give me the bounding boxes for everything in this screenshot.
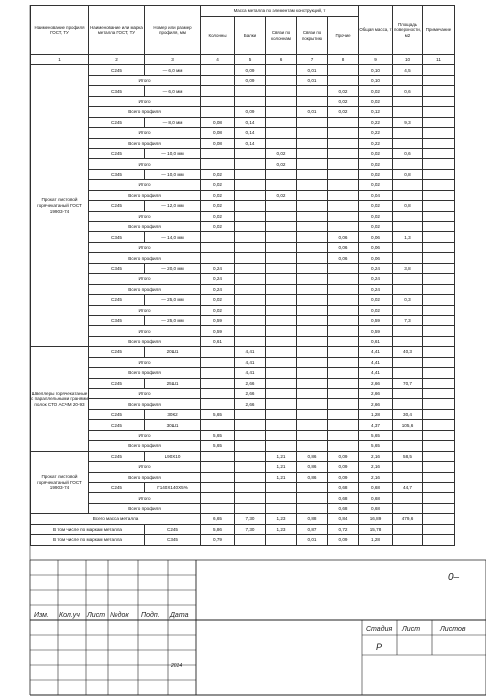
mass-cell: 0,02 <box>201 211 235 221</box>
mass-cell: 3,8 <box>393 263 423 273</box>
stamp-list2: Лист <box>402 626 421 633</box>
mass-cell: 0,02 <box>359 86 393 96</box>
subtotal-label: Итого <box>89 128 201 138</box>
stamp-kol-uch: Кол.уч <box>59 612 80 619</box>
stamp-n-dok: №док <box>110 612 129 619</box>
mass-cell: 2,16 <box>359 462 393 472</box>
total-label: Всего масса металла <box>31 514 201 524</box>
mass-cell: 4,41 <box>359 347 393 357</box>
header-area: Площадь поверхности, м2 <box>393 6 423 55</box>
stamp-year: 2014 <box>171 663 183 669</box>
stamp-stage-value: Р <box>376 642 383 652</box>
mass-cell: 0,22 <box>359 117 393 127</box>
header-size: Номер или размер профиля, мм <box>145 6 201 55</box>
mass-cell: 2,16 <box>359 451 393 461</box>
mass-cell: 2,16 <box>359 472 393 482</box>
subtotal-label: Итого <box>89 242 201 252</box>
mass-cell: 5,65 <box>201 441 235 451</box>
mass-cell: 0,68 <box>359 503 393 513</box>
profile-total-label: Всего профиля <box>89 107 201 117</box>
mass-cell: 0,14 <box>235 138 266 148</box>
mass-cell: 0,09 <box>328 472 359 482</box>
profile-total-label: Всего профиля <box>89 222 201 232</box>
column-number: 10 <box>393 55 423 65</box>
total-cell: 0,87 <box>297 524 328 534</box>
mass-cell: 0,04 <box>359 190 393 200</box>
mass-cell: 5,65 <box>359 441 393 451</box>
profile-total-label: Всего профиля <box>89 253 201 263</box>
profile-total-label: Всего профиля <box>89 138 201 148</box>
mass-cell: 0,02 <box>201 201 235 211</box>
steel-grade: С245 <box>89 451 145 461</box>
mass-cell: 0,08 <box>201 117 235 127</box>
mass-cell: 2,66 <box>235 399 266 409</box>
mass-cell: 4,37 <box>359 420 393 430</box>
mass-cell: 1,21 <box>266 451 297 461</box>
header-ties-columns: Связи по колоннам <box>266 17 297 55</box>
profile-total-label: Всего профиля <box>89 368 201 378</box>
steel-grade: С245 <box>89 378 145 388</box>
mass-cell: 0,06 <box>359 232 393 242</box>
subtotal-label: Итого <box>89 389 201 399</box>
header-ties-cover: Связи по покрытию <box>297 17 328 55</box>
mass-cell: 0,02 <box>201 190 235 200</box>
mass-cell: 2,66 <box>235 389 266 399</box>
steel-grade: С345 <box>89 86 145 96</box>
mass-cell: 0,02 <box>359 148 393 158</box>
column-number: 5 <box>235 55 266 65</box>
mass-cell: 0,02 <box>359 169 393 179</box>
mass-cell: 0,6 <box>393 86 423 96</box>
header-beams: Балки <box>235 17 266 55</box>
steel-grade: С245 <box>89 482 145 492</box>
mass-cell: 0,02 <box>328 96 359 106</box>
subtotal-label: Итого <box>89 430 201 440</box>
mass-cell: 0,24 <box>201 284 235 294</box>
steel-grade: С345 <box>89 169 145 179</box>
mass-cell: 0,02 <box>201 305 235 315</box>
mass-cell: 5,65 <box>201 409 235 419</box>
mass-cell: 0,02 <box>328 107 359 117</box>
mass-cell: 0,02 <box>359 96 393 106</box>
total-cell: 0,72 <box>328 524 359 534</box>
mass-cell: 2,66 <box>359 399 393 409</box>
steel-grade: С245 <box>89 65 145 75</box>
header-other: Прочие <box>328 17 359 55</box>
mass-cell: 0,8 <box>393 201 423 211</box>
stamp-izm: Изм. <box>34 612 49 619</box>
by-grade-label: В том числе по маркам металла <box>31 535 145 545</box>
mass-cell: 0,02 <box>328 86 359 96</box>
profile-size: Г140Х140Х5% <box>145 482 201 492</box>
profile-size: 25Ш1 <box>145 378 201 388</box>
mass-cell: 0,68 <box>328 493 359 503</box>
mass-cell: 0,09 <box>235 75 266 85</box>
subtotal-label: Итого <box>89 493 201 503</box>
mass-cell: 0,59 <box>201 315 235 325</box>
stamp-listov: Листов <box>440 626 466 633</box>
mass-cell: 1,21 <box>266 462 297 472</box>
mass-cell: 0,02 <box>201 295 235 305</box>
mass-cell: 0,02 <box>359 211 393 221</box>
mass-cell: 0,12 <box>359 107 393 117</box>
mass-cell: 0,01 <box>297 75 328 85</box>
profile-size: 30К2 <box>145 409 201 419</box>
profile-total-label: Всего профиля <box>89 336 201 346</box>
steel-grade: С245 <box>89 201 145 211</box>
mass-cell: 0,14 <box>235 128 266 138</box>
mass-cell: 0,02 <box>359 295 393 305</box>
total-cell: 0,84 <box>328 514 359 524</box>
total-grade: С345 <box>145 535 201 545</box>
steel-grade: С345 <box>89 263 145 273</box>
steel-grade: С245 <box>89 295 145 305</box>
mass-cell: 0,08 <box>201 138 235 148</box>
mass-cell: 0,68 <box>359 493 393 503</box>
mass-cell: 0,06 <box>328 232 359 242</box>
column-number: 7 <box>297 55 328 65</box>
total-cell: 7,30 <box>235 524 266 534</box>
mass-cell: 0,02 <box>266 159 297 169</box>
profile-size: — 6,0 мм <box>145 86 201 96</box>
mass-cell: 0,09 <box>328 462 359 472</box>
mass-cell: 2,66 <box>359 389 393 399</box>
mass-cell: 0,59 <box>359 315 393 325</box>
total-cell: 1,28 <box>359 535 393 545</box>
total-cell: 0,09 <box>328 535 359 545</box>
total-cell: 479,6 <box>393 514 423 524</box>
profile-size: — 10,0 мм <box>145 169 201 179</box>
mass-cell: 0,02 <box>359 222 393 232</box>
mass-cell: 0,09 <box>328 451 359 461</box>
mass-cell: 0,02 <box>266 190 297 200</box>
profile-size: — 25,0 мм <box>145 295 201 305</box>
steel-grade: С245 <box>89 347 145 357</box>
mass-cell: 5,65 <box>201 430 235 440</box>
subtotal-label: Итого <box>89 211 201 221</box>
total-cell: 0,88 <box>297 514 328 524</box>
mass-cell: 0,06 <box>328 242 359 252</box>
mass-cell: 0,10 <box>359 65 393 75</box>
total-cell: 1,23 <box>266 514 297 524</box>
column-number: 11 <box>423 55 455 65</box>
mass-cell: 4,41 <box>359 368 393 378</box>
mass-cell: 0,24 <box>359 274 393 284</box>
profile-size: — 12,0 мм <box>145 201 201 211</box>
profile-total-label: Всего профиля <box>89 190 201 200</box>
stamp-data: Дата <box>170 612 189 619</box>
mass-cell: 30,4 <box>393 409 423 419</box>
mass-cell: 0,02 <box>201 169 235 179</box>
header-mass-group: Масса металла по элементам конструкций, т <box>201 6 359 17</box>
mass-cell: 5,65 <box>359 430 393 440</box>
mass-cell: 0,02 <box>359 159 393 169</box>
mass-cell: 0,02 <box>266 148 297 158</box>
section-name: Прокат листовой горячекатаный ГОСТ 19903-74 <box>31 451 89 514</box>
mass-cell: 9,3 <box>393 117 423 127</box>
stamp-podp: Подп. <box>141 612 160 619</box>
profile-total-label: Всего профиля <box>89 503 201 513</box>
mass-cell: 0,24 <box>201 263 235 273</box>
profile-size: — 25,0 мм <box>145 315 201 325</box>
total-cell: 1,23 <box>266 524 297 534</box>
total-cell: 7,30 <box>235 514 266 524</box>
mass-cell: 0,24 <box>359 284 393 294</box>
mass-cell: 0,8 <box>393 169 423 179</box>
mass-cell: 0,06 <box>359 253 393 263</box>
subtotal-label: Итого <box>89 96 201 106</box>
header-name: Наименование профиля ГОСТ, ТУ <box>31 6 89 55</box>
mass-cell: 0,59 <box>359 326 393 336</box>
profile-size: 30Ш1 <box>145 420 201 430</box>
mass-cell: 0,14 <box>235 117 266 127</box>
mass-cell: 0,86 <box>297 451 328 461</box>
mass-cell: 1,21 <box>266 472 297 482</box>
mass-cell: 58,5 <box>393 451 423 461</box>
mass-cell: 0,09 <box>235 107 266 117</box>
steel-grade: С345 <box>89 232 145 242</box>
subtotal-label: Итого <box>89 462 201 472</box>
mass-cell: 0,24 <box>201 274 235 284</box>
mass-cell: 0,22 <box>359 128 393 138</box>
subtotal-label: Итого <box>89 75 201 85</box>
profile-size: L90X10 <box>145 451 201 461</box>
profile-size: — 8,0 мм <box>145 117 201 127</box>
mass-cell: 0,08 <box>201 128 235 138</box>
column-number: 3 <box>145 55 201 65</box>
profile-total-label: Всего профиля <box>89 399 201 409</box>
section-name: Прокат листовой горячекатаный ГОСТ 19903-74 <box>31 65 89 347</box>
total-cell: 15,78 <box>359 524 393 534</box>
header-total: Общая масса, т <box>359 6 393 55</box>
mass-cell: 0,22 <box>359 138 393 148</box>
profile-size: — 14,0 мм <box>145 232 201 242</box>
mass-cell: 0,24 <box>359 263 393 273</box>
mass-cell: 2,66 <box>235 378 266 388</box>
mass-cell: 1,3 <box>393 232 423 242</box>
column-number: 2 <box>89 55 145 65</box>
total-cell: 5,86 <box>201 524 235 534</box>
profile-size: — 6,0 мм <box>145 65 201 75</box>
mass-cell: 0,06 <box>359 242 393 252</box>
subtotal-label: Итого <box>89 326 201 336</box>
subtotal-label: Итого <box>89 180 201 190</box>
subtotal-label: Итого <box>89 305 201 315</box>
mass-cell: 0,68 <box>359 482 393 492</box>
mass-cell: 0,02 <box>359 305 393 315</box>
mass-cell: 105,6 <box>393 420 423 430</box>
mass-cell: 4,41 <box>359 357 393 367</box>
mass-cell: 0,61 <box>201 336 235 346</box>
mass-cell: 7,3 <box>393 315 423 325</box>
mass-cell: 0,6 <box>393 148 423 158</box>
mass-cell: 44,7 <box>393 482 423 492</box>
subtotal-label: Итого <box>89 357 201 367</box>
document-code: 0– <box>448 572 460 583</box>
mass-cell: 0,06 <box>328 253 359 263</box>
mass-cell: 0,10 <box>359 75 393 85</box>
total-cell: 6,65 <box>201 514 235 524</box>
mass-cell: 4,5 <box>393 65 423 75</box>
header-note: Примечание <box>423 6 455 55</box>
mass-cell: 0,01 <box>297 107 328 117</box>
column-number: 9 <box>359 55 393 65</box>
stamp-list: Лист <box>87 612 106 619</box>
subtotal-label: Итого <box>89 159 201 169</box>
mass-cell: 4,41 <box>235 357 266 367</box>
column-number: 1 <box>31 55 89 65</box>
profile-total-label: Всего профиля <box>89 284 201 294</box>
mass-cell: 0,68 <box>328 503 359 513</box>
mass-cell: 0,02 <box>359 201 393 211</box>
total-grade: С245 <box>145 524 201 534</box>
mass-cell: 0,3 <box>393 295 423 305</box>
steel-grade: С245 <box>89 148 145 158</box>
mass-cell: 0,02 <box>201 180 235 190</box>
steel-grade: С345 <box>89 315 145 325</box>
section-name: Швеллеры горячекатаные с параллельными гранями полок СТО АСЧМ 20-93 <box>31 347 89 451</box>
by-grade-label: В том числе по маркам металла <box>31 524 145 534</box>
profile-total-label: Всего профиля <box>89 472 201 482</box>
mass-cell: 4,41 <box>235 347 266 357</box>
mass-cell: 0,59 <box>201 326 235 336</box>
mass-cell: 4,41 <box>235 368 266 378</box>
subtotal-label: Итого <box>89 274 201 284</box>
mass-cell: 0,86 <box>297 472 328 482</box>
column-number: 4 <box>201 55 235 65</box>
mass-cell: 0,68 <box>328 482 359 492</box>
steel-grade: С245 <box>89 420 145 430</box>
column-number: 6 <box>266 55 297 65</box>
profile-size: 20Ш1 <box>145 347 201 357</box>
mass-cell: 0,02 <box>359 180 393 190</box>
mass-cell: 0,61 <box>359 336 393 346</box>
header-columns: Колонны <box>201 17 235 55</box>
mass-cell: 0,02 <box>201 222 235 232</box>
mass-cell: 0,01 <box>297 65 328 75</box>
mass-cell: 40,3 <box>393 347 423 357</box>
column-number: 8 <box>328 55 359 65</box>
total-cell: 16,89 <box>359 514 393 524</box>
profile-size: — 20,0 мм <box>145 263 201 273</box>
mass-cell: 0,86 <box>297 462 328 472</box>
mass-cell: 0,09 <box>235 65 266 75</box>
profile-size: — 10,0 мм <box>145 148 201 158</box>
total-cell: 0,01 <box>297 535 328 545</box>
mass-cell: 70,7 <box>393 378 423 388</box>
steel-grade: С245 <box>89 117 145 127</box>
steel-grade: С245 <box>89 409 145 419</box>
mass-cell: 1,28 <box>359 409 393 419</box>
mass-cell: 2,66 <box>359 378 393 388</box>
profile-total-label: Всего профиля <box>89 441 201 451</box>
total-cell: 0,79 <box>201 535 235 545</box>
stamp-stadiya: Стадия <box>366 626 393 633</box>
header-grade: Наименование или марка металла ГОСТ, ТУ <box>89 6 145 55</box>
